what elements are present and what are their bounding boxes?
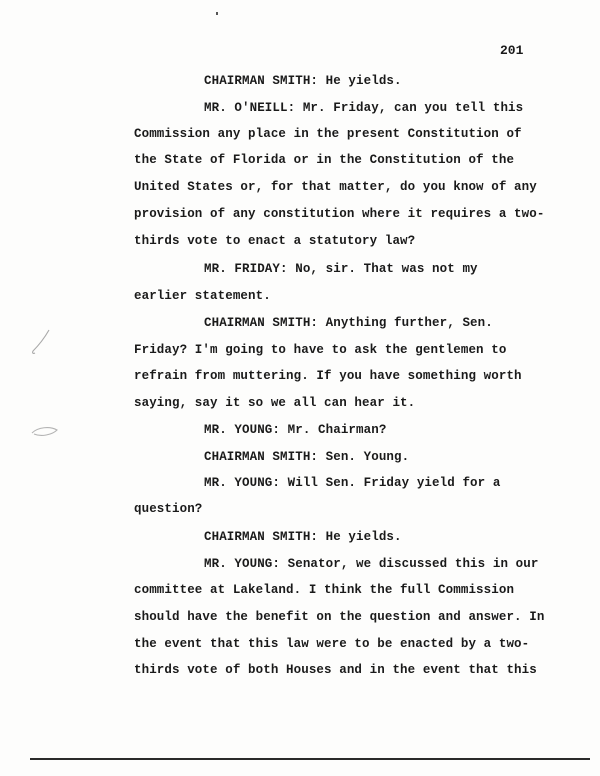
line-2: MR. O'NEILL: Mr. Friday, can you tell this xyxy=(204,101,524,115)
line-23: thirds vote of both Houses and in the event that this xyxy=(134,663,537,677)
line-17: question? xyxy=(134,502,203,516)
line-3: Commission any place in the present Constitution of xyxy=(134,127,522,141)
line-20: committee at Lakeland. I think the full Commission xyxy=(134,583,515,597)
line-14: MR. YOUNG: Mr. Chairman? xyxy=(204,423,387,437)
margin-pencil-mark-icon xyxy=(28,328,54,356)
margin-loop-mark-icon xyxy=(30,424,60,440)
line-10: CHAIRMAN SMITH: Anything further, Sen. xyxy=(204,316,493,330)
line-6: provision of any constitution where it requires a two- xyxy=(134,207,545,221)
scan-mark xyxy=(216,12,218,15)
line-12: refrain from muttering. If you have something worth xyxy=(134,369,522,383)
line-13: saying, say it so we all can hear it. xyxy=(134,396,416,410)
line-16: MR. YOUNG: Will Sen. Friday yield for a xyxy=(204,476,501,490)
page-number: 201 xyxy=(500,43,524,58)
line-9: earlier statement. xyxy=(134,289,271,303)
line-5: United States or, for that matter, do you know of any xyxy=(134,180,537,194)
line-1: CHAIRMAN SMITH: He yields. xyxy=(204,74,402,88)
line-7: thirds vote to enact a statutory law? xyxy=(134,234,416,248)
bottom-rule xyxy=(30,758,590,760)
line-15: CHAIRMAN SMITH: Sen. Young. xyxy=(204,450,410,464)
line-19: MR. YOUNG: Senator, we discussed this in our xyxy=(204,557,539,571)
line-21: should have the benefit on the question and answer. In xyxy=(134,610,545,624)
line-11: Friday? I'm going to have to ask the gentlemen to xyxy=(134,343,507,357)
line-22: the event that this law were to be enacted by a two- xyxy=(134,637,530,651)
line-8: MR. FRIDAY: No, sir. That was not my xyxy=(204,262,478,276)
line-4: the State of Florida or in the Constitution of the xyxy=(134,153,515,167)
line-18: CHAIRMAN SMITH: He yields. xyxy=(204,530,402,544)
